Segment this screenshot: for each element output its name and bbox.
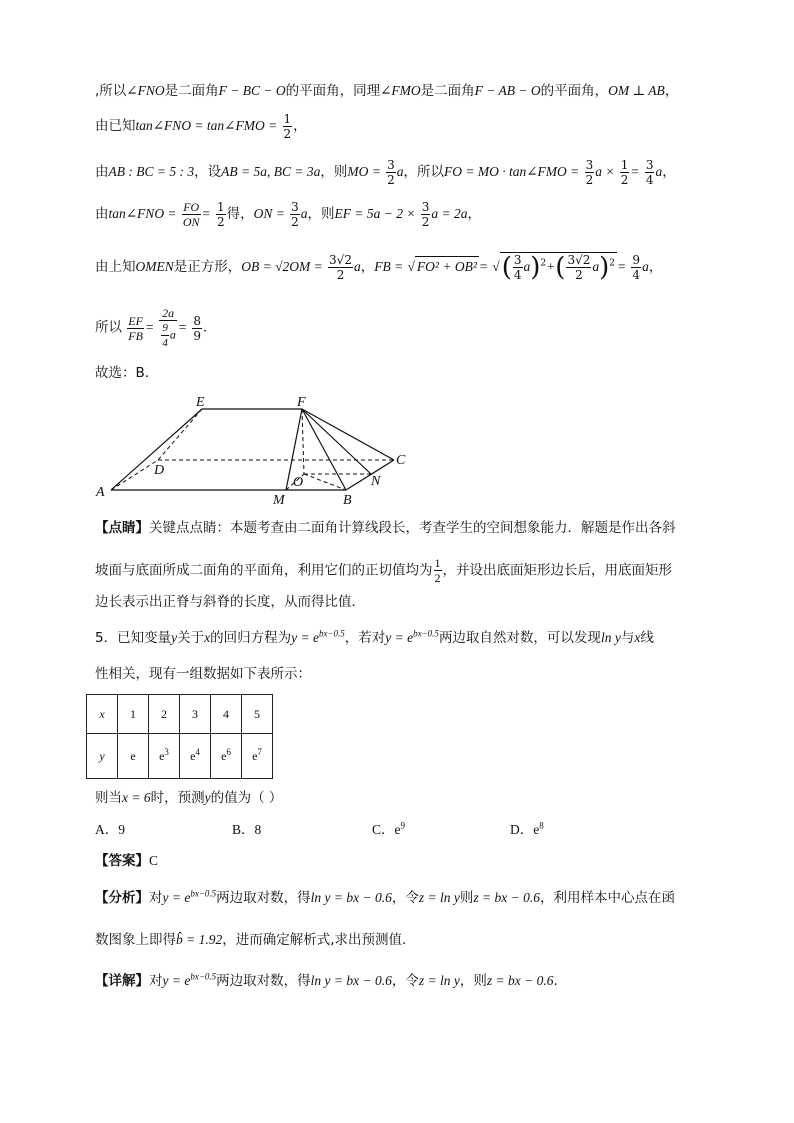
sqrt-sign: √ xyxy=(407,259,415,274)
remark-line-1: 【点睛】关键点点睛：本题考查由二面角计算线段长，考查学生的空间想象能力．解题是作出各斜 xyxy=(95,520,676,536)
table-cell: 5 xyxy=(242,695,273,734)
label-D: D xyxy=(154,463,165,478)
option-a[interactable]: A．9 xyxy=(95,822,125,837)
option-b[interactable]: B．8 xyxy=(232,822,262,837)
fraction: $\frac{FO}{ON}$ xyxy=(182,200,200,229)
table-cell: $e^4$ xyxy=(180,734,211,779)
table-cell: $e^6$ xyxy=(211,734,242,779)
label-M: M xyxy=(273,493,285,508)
table-cell: x xyxy=(87,695,118,734)
edge-AD xyxy=(111,460,158,490)
remark-tag: 【点睛】 xyxy=(95,520,149,536)
label-N: N xyxy=(371,474,381,489)
label-C: C xyxy=(396,453,406,468)
label-O: O xyxy=(293,475,304,490)
fraction: $\frac{3}{2}$ xyxy=(421,200,430,229)
edge-OB xyxy=(304,474,346,490)
detail-line-1: 【详解】对$y = e^{bx-0.5}$两边取对数，得ln y = bx − 0.6，令z = ln y，则z = bx − 0.6. xyxy=(95,971,558,989)
final-choice-line: 故选：B． xyxy=(95,365,159,381)
label-B: B xyxy=(343,493,352,508)
fraction: $\frac{8}{9}$ xyxy=(193,313,201,343)
fraction: $\frac{3}{4}$ xyxy=(645,158,654,187)
fraction: $\frac{3}{2}$ xyxy=(585,158,594,187)
label-E: E xyxy=(196,395,205,410)
solution-line-6: 所以 $\frac{EF}{FB}$ = 2a $\frac{9}{4}$ a = $\frac{8}{9}$ ． xyxy=(95,306,217,349)
table-cell: e xyxy=(118,734,149,779)
fraction: $\frac{1}{2}$ xyxy=(283,112,292,141)
edge-ED xyxy=(158,409,202,460)
table-cell: $e^3$ xyxy=(149,734,180,779)
table-cell: 1 xyxy=(118,695,149,734)
analysis-line-2: 数图象上即得b̂ = 1.92，进而确定解析式,求出预测值. xyxy=(95,932,407,948)
paren-open: ( xyxy=(555,252,566,283)
solution-line-3: 由AB : BC = 5 : 3，设AB = 5a, BC = 3a，则MO = $\frac{3}{2}$ a，所以FO = MO · tan∠FMO = $\frac{3}{2}$ a × $\frac{1}{2}$ = $\frac{3}{4}$ a， xyxy=(95,158,676,187)
remark-line-3: 边长表示出正脊与斜脊的长度，从而得比值． xyxy=(95,594,365,610)
edge-FO xyxy=(302,409,304,474)
label-F: F xyxy=(297,395,306,410)
fraction: 2a $\frac{9}{4}$ a xyxy=(159,306,177,350)
fraction: $\frac{3}{2}$ xyxy=(291,200,299,229)
fraction: $\frac{1}{2}$ xyxy=(620,158,629,187)
question5-line-2: 性相关，现有一组数据如下表所示： xyxy=(95,666,311,682)
fraction: $\frac{3√2}{2}$ xyxy=(567,253,591,282)
table-cell: $e^7$ xyxy=(242,734,273,779)
fraction: $\frac{1}{2}$ xyxy=(434,556,441,585)
analysis-line-1: 【分析】对$y = e^{bx-0.5}$两边取对数，得ln y = bx − 0.6，令z = ln y则z = bx − 0.6，利用样本中心点在函 xyxy=(95,888,675,906)
table-cell: y xyxy=(87,734,118,779)
paren-open: ( xyxy=(501,252,512,283)
paren-close: ) xyxy=(530,252,541,283)
fraction: $\frac{3}{4}$ xyxy=(513,253,522,282)
paren-close: ) xyxy=(599,252,610,283)
nested-fraction: $\frac{9}{4}$ a xyxy=(162,322,176,349)
sqrt-body: ( $\frac{3}{4}$ a)$^2$+( $\frac{3√2}{2}$ a)$^2$ xyxy=(501,252,615,283)
fraction: $\frac{3}{2}$ xyxy=(387,158,395,187)
table-cell: 4 xyxy=(211,695,242,734)
option-c[interactable]: C．$e^9$ xyxy=(372,820,405,837)
fraction: $\frac{EF}{FB}$ xyxy=(128,313,143,343)
solution-line-5: 由上知OMEN是正方形，OB = √2OM = $\frac{3√2}{2}$ a，FB = √ FO² + OB² = √( $\frac{3}{4}$ a)$^2$+( $\frac{3√2}{2}$ a)$^2$ = $\frac{9}{4}$ a， xyxy=(95,252,663,283)
data-table xyxy=(86,694,273,779)
fraction: $\frac{3√2}{2}$ xyxy=(329,253,352,282)
edge-BC xyxy=(346,460,394,490)
solution-line-4: 由tan∠FNO = $\frac{FO}{ON}$ = $\frac{1}{2}$ 得，ON = $\frac{3}{2}$ a，则EF = 5a − 2 × $\frac{3}{2}$ a = 2a， xyxy=(95,200,482,229)
table-row xyxy=(87,734,273,779)
fraction: $\frac{9}{4}$ xyxy=(632,253,641,282)
label-A: A xyxy=(96,485,105,500)
remark-line-2: 坡面与底面所成二面角的平面角，利用它们的正切值均为 $\frac{1}{2}$ ，并设出底面矩形边长后，用底面矩形 xyxy=(95,556,672,585)
solution-line-2: 由已知tan∠FNO = tan∠FMO = $\frac{1}{2}$ ， xyxy=(95,112,307,141)
table-row xyxy=(87,695,273,734)
question5-line-3: 则当x = 6时，预测y的值为（ ） xyxy=(95,790,283,806)
table-cell: 2 xyxy=(149,695,180,734)
sqrt-sign: √ xyxy=(492,259,500,274)
option-d[interactable]: D．$e^8$ xyxy=(510,820,544,837)
geometry-figure xyxy=(90,390,420,515)
solution-line-1: ,所以∠FNO是二面角F − BC − O的平面角，同理∠FMO是二面角F − AB − O的平面角，OM ⊥ AB， xyxy=(95,83,679,99)
table-cell: 3 xyxy=(180,695,211,734)
fraction: $\frac{1}{2}$ xyxy=(216,200,225,229)
question5-line-1: 5．已知变量y关于x的回归方程为$y = e^{bx-0.5}$，若对$y = e^{bx-0.5}$两边取自然对数，可以发现ln y与x线 xyxy=(95,628,654,646)
answer-line: 【答案】C xyxy=(95,853,159,869)
